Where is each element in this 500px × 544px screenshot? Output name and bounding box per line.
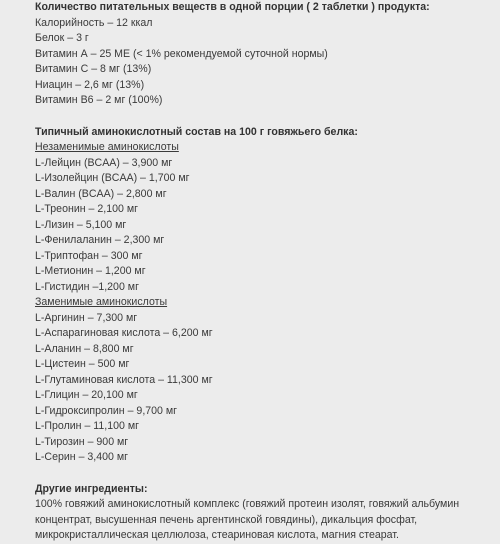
other-ingredients-text [35, 497, 500, 544]
spacer [35, 109, 500, 125]
essential-amino-title: Незаменимые аминокислоты [35, 141, 179, 153]
nonessential-amino-title: Заменимые аминокислоты [35, 296, 168, 308]
amino-acid-item: L-Серин – 3,400 мг [35, 451, 129, 463]
nonessential-amino-list [35, 311, 500, 466]
spacer [35, 466, 500, 482]
ingredient-text-line: 100% говяжий аминокислотный комплекс (говяжий протеин изолят, говяжий альбумин [35, 498, 460, 510]
amino-acid-item: L-Гистидин –1,200 мг [35, 280, 139, 293]
nutrient-item: Витамин В6 – 2 мг (100%) [35, 94, 163, 106]
amino-acid-item: L-Глицин – 20,100 мг [35, 389, 138, 401]
ingredient-text-line: микрокристаллическая целлюлоза, стеариновая кислота, магния стеарат. [35, 529, 399, 541]
nutrient-item: Калорийность – 12 ккал [35, 16, 153, 29]
other-ingredients-heading: Другие ингредиенты: [35, 482, 148, 495]
essential-amino-list [35, 156, 500, 296]
amino-acid-item: L-Гидроксипролин – 9,700 мг [35, 404, 178, 417]
nutrient-item: Витамин С – 8 мг (13%) [35, 63, 152, 75]
amino-acid-item: L-Глутаминовая кислота – 11,300 мг [35, 373, 213, 386]
amino-acid-item: L-Лейцин (BCAA) – 3,900 мг [35, 156, 173, 169]
amino-acid-item: L-Аланин – 8,800 мг [35, 342, 134, 355]
amino-acid-item: L-Лизин – 5,100 мг [35, 218, 127, 231]
amino-acid-item: L-Фенилаланин – 2,300 мг [35, 234, 165, 246]
ingredient-text-line: концентрат, высушенная печень аргентинской говядины), дикальция фосфат, [35, 513, 418, 526]
amino-acid-item: L-Аспарагиновая кислота – 6,200 мг [35, 327, 213, 339]
nutrient-item: Ниацин – 2,6 мг (13%) [35, 78, 145, 91]
amino-acid-item: L-Треонин – 2,100 мг [35, 203, 138, 215]
serving-nutrient-list [35, 16, 500, 109]
amino-acid-item: L-Цистеин – 500 мг [35, 358, 130, 370]
amino-acid-item: L-Валин (BCAA) – 2,800 мг [35, 187, 167, 200]
amino-acid-item: L-Пролин – 11,100 мг [35, 420, 140, 432]
serving-heading: Количество питательных веществ в одной порции ( 2 таблетки ) продукта: [35, 1, 430, 13]
nutrient-item: Витамин А – 25 МЕ (< 1% рекомендуемой суточной нормы) [35, 47, 328, 60]
nutrient-item: Белок – 3 г [35, 32, 89, 44]
amino-acid-item: L-Метионин – 1,200 мг [35, 265, 146, 277]
amino-acid-item: L-Изолейцин (BCAA) – 1,700 мг [35, 172, 190, 184]
amino-acid-item: L-Триптофан – 300 мг [35, 249, 143, 262]
amino-acid-item: L-Аргинин – 7,300 мг [35, 311, 138, 324]
amino-acid-item: L-Тирозин – 900 мг [35, 435, 129, 448]
amino-heading: Типичный аминокислотный состав на 100 г говяжьего белка: [35, 125, 358, 138]
